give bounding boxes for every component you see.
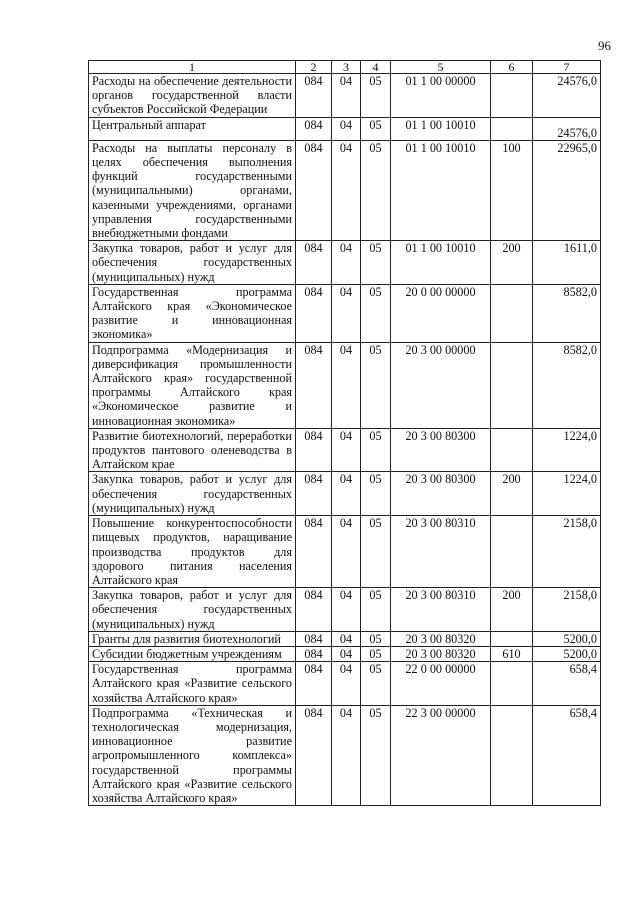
amount-cell: 1224,0 bbox=[533, 428, 601, 472]
column-header: 6 bbox=[491, 61, 533, 74]
expense-type-cell: 610 bbox=[491, 646, 533, 661]
amount-cell: 2158,0 bbox=[533, 516, 601, 588]
column-header: 3 bbox=[332, 61, 361, 74]
target-article-cell: 01 1 00 10010 bbox=[391, 241, 491, 285]
subsection-cell: 05 bbox=[361, 241, 391, 285]
table-row bbox=[89, 588, 601, 632]
row-name-cell: Государственная программа Алтайского края «Экономическое развитие и инновационная экономика» bbox=[89, 284, 296, 342]
table-row bbox=[89, 342, 601, 428]
target-article-cell: 20 3 00 80300 bbox=[391, 472, 491, 516]
table-row bbox=[89, 516, 601, 588]
amount-cell: 5200,0 bbox=[533, 631, 601, 646]
section-cell: 04 bbox=[332, 140, 361, 240]
amount-cell: 658,4 bbox=[533, 662, 601, 706]
expense-type-cell bbox=[491, 631, 533, 646]
admin-code-cell: 084 bbox=[296, 662, 332, 706]
amount-cell: 22965,0 bbox=[533, 140, 601, 240]
amount-cell: 2158,0 bbox=[533, 588, 601, 632]
expense-type-cell bbox=[491, 284, 533, 342]
target-article-cell: 22 0 00 00000 bbox=[391, 662, 491, 706]
expense-type-cell bbox=[491, 428, 533, 472]
column-header: 4 bbox=[361, 61, 391, 74]
row-name-cell: Подпрограмма «Модернизация и диверсификация промышленности Алтайского края» государственной программы Алтайского края «Экономическое развитие и инновационная экономика» bbox=[89, 342, 296, 428]
expense-type-cell: 200 bbox=[491, 588, 533, 632]
expense-type-cell bbox=[491, 342, 533, 428]
table-row bbox=[89, 705, 601, 805]
row-name-cell: Закупка товаров, работ и услуг для обеспечения государственных (муниципальных) нужд bbox=[89, 472, 296, 516]
section-cell: 04 bbox=[332, 241, 361, 285]
admin-code-cell: 084 bbox=[296, 516, 332, 588]
subsection-cell: 05 bbox=[361, 588, 391, 632]
section-cell: 04 bbox=[332, 284, 361, 342]
section-cell: 04 bbox=[332, 472, 361, 516]
subsection-cell: 05 bbox=[361, 74, 391, 118]
table-row bbox=[89, 662, 601, 706]
table-row bbox=[89, 472, 601, 516]
admin-code-cell: 084 bbox=[296, 342, 332, 428]
target-article-cell: 01 1 00 10010 bbox=[391, 140, 491, 240]
column-header: 7 bbox=[533, 61, 601, 74]
section-cell: 04 bbox=[332, 74, 361, 118]
subsection-cell: 05 bbox=[361, 705, 391, 805]
table-row bbox=[89, 646, 601, 661]
admin-code-cell: 084 bbox=[296, 631, 332, 646]
amount-cell: 8582,0 bbox=[533, 342, 601, 428]
expense-type-cell: 100 bbox=[491, 140, 533, 240]
expense-type-cell bbox=[491, 516, 533, 588]
subsection-cell: 05 bbox=[361, 284, 391, 342]
amount-cell: 658,4 bbox=[533, 705, 601, 805]
row-name-cell: Гранты для развития биотехнологий bbox=[89, 631, 296, 646]
amount-cell: 24576,0 bbox=[533, 117, 601, 140]
admin-code-cell: 084 bbox=[296, 74, 332, 118]
table-row bbox=[89, 140, 601, 240]
admin-code-cell: 084 bbox=[296, 241, 332, 285]
table-row bbox=[89, 428, 601, 472]
row-name-cell: Расходы на обеспечение деятельности органов государственной власти субъектов Российской Федерации bbox=[89, 74, 296, 118]
budget-table bbox=[88, 60, 601, 806]
subsection-cell: 05 bbox=[361, 117, 391, 140]
expense-type-cell bbox=[491, 662, 533, 706]
subsection-cell: 05 bbox=[361, 428, 391, 472]
target-article-cell: 20 0 00 00000 bbox=[391, 284, 491, 342]
admin-code-cell: 084 bbox=[296, 646, 332, 661]
row-name-cell: Развитие биотехнологий, переработки продуктов пантового оленеводства в Алтайском крае bbox=[89, 428, 296, 472]
target-article-cell: 20 3 00 80300 bbox=[391, 428, 491, 472]
admin-code-cell: 084 bbox=[296, 140, 332, 240]
column-header: 5 bbox=[391, 61, 491, 74]
admin-code-cell: 084 bbox=[296, 284, 332, 342]
target-article-cell: 20 3 00 80320 bbox=[391, 646, 491, 661]
target-article-cell: 20 3 00 80310 bbox=[391, 516, 491, 588]
amount-cell: 1224,0 bbox=[533, 472, 601, 516]
row-name-cell: Повышение конкурентоспособности пищевых продуктов, наращивание производства продуктов для здорового питания населения Алтайского края bbox=[89, 516, 296, 588]
target-article-cell: 20 3 00 00000 bbox=[391, 342, 491, 428]
table-body bbox=[89, 74, 601, 806]
section-cell: 04 bbox=[332, 646, 361, 661]
target-article-cell: 01 1 00 00000 bbox=[391, 74, 491, 118]
subsection-cell: 05 bbox=[361, 342, 391, 428]
target-article-cell: 20 3 00 80320 bbox=[391, 631, 491, 646]
section-cell: 04 bbox=[332, 662, 361, 706]
amount-cell: 1611,0 bbox=[533, 241, 601, 285]
subsection-cell: 05 bbox=[361, 631, 391, 646]
amount-cell: 8582,0 bbox=[533, 284, 601, 342]
header-row bbox=[89, 61, 601, 74]
subsection-cell: 05 bbox=[361, 516, 391, 588]
subsection-cell: 05 bbox=[361, 140, 391, 240]
section-cell: 04 bbox=[332, 516, 361, 588]
section-cell: 04 bbox=[332, 705, 361, 805]
target-article-cell: 22 3 00 00000 bbox=[391, 705, 491, 805]
subsection-cell: 05 bbox=[361, 662, 391, 706]
admin-code-cell: 084 bbox=[296, 428, 332, 472]
amount-cell: 24576,0 bbox=[533, 74, 601, 118]
section-cell: 04 bbox=[332, 428, 361, 472]
expense-type-cell: 200 bbox=[491, 472, 533, 516]
section-cell: 04 bbox=[332, 117, 361, 140]
subsection-cell: 05 bbox=[361, 646, 391, 661]
table-row bbox=[89, 284, 601, 342]
row-name-cell: Закупка товаров, работ и услуг для обеспечения государственных (муниципальных) нужд bbox=[89, 241, 296, 285]
column-header: 2 bbox=[296, 61, 332, 74]
row-name-cell: Подпрограмма «Техническая и технологическая модернизация, инновационное развитие агропромышленного комплекса» государственной программы Алтайского края «Развитие сельского хозяйства Алтайского края» bbox=[89, 705, 296, 805]
table-row bbox=[89, 74, 601, 118]
row-name-cell: Субсидии бюджетным учреждениям bbox=[89, 646, 296, 661]
target-article-cell: 20 3 00 80310 bbox=[391, 588, 491, 632]
section-cell: 04 bbox=[332, 588, 361, 632]
expense-type-cell bbox=[491, 117, 533, 140]
amount-cell: 5200,0 bbox=[533, 646, 601, 661]
admin-code-cell: 084 bbox=[296, 705, 332, 805]
column-header: 1 bbox=[89, 61, 296, 74]
table-row bbox=[89, 117, 601, 140]
row-name-cell: Государственная программа Алтайского края «Развитие сельского хозяйства Алтайского края» bbox=[89, 662, 296, 706]
expense-type-cell bbox=[491, 705, 533, 805]
section-cell: 04 bbox=[332, 631, 361, 646]
table-row bbox=[89, 631, 601, 646]
row-name-cell: Расходы на выплаты персоналу в целях обеспечения выполнения функций государственными (муниципальными) органами, казенными учреждениями, органами управления государственными внебюджетными фондами bbox=[89, 140, 296, 240]
target-article-cell: 01 1 00 10010 bbox=[391, 117, 491, 140]
row-name-cell: Закупка товаров, работ и услуг для обеспечения государственных (муниципальных) нужд bbox=[89, 588, 296, 632]
expense-type-cell bbox=[491, 74, 533, 118]
admin-code-cell: 084 bbox=[296, 588, 332, 632]
section-cell: 04 bbox=[332, 342, 361, 428]
page-number: 96 bbox=[598, 38, 611, 53]
expense-type-cell: 200 bbox=[491, 241, 533, 285]
row-name-cell: Центральный аппарат bbox=[89, 117, 296, 140]
admin-code-cell: 084 bbox=[296, 472, 332, 516]
table-row bbox=[89, 241, 601, 285]
admin-code-cell: 084 bbox=[296, 117, 332, 140]
subsection-cell: 05 bbox=[361, 472, 391, 516]
